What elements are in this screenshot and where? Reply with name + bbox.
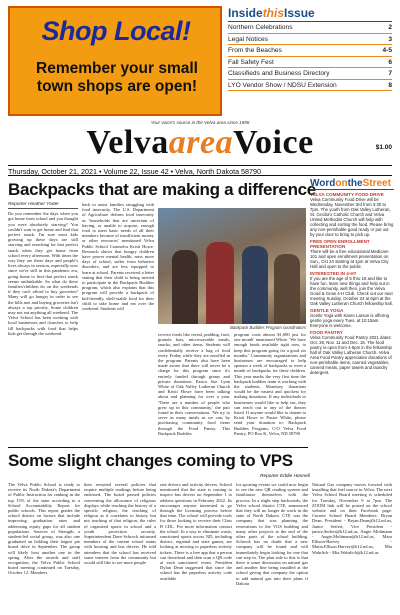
toc-label: Classifieds and Business Directory	[228, 70, 330, 77]
story1-column-1	[8, 202, 78, 442]
word-section-body: Velva Community Food Drive will be Wednesday, November 3rd from 3:30 to 7pm. The youth from Oak Valley Lutheran, St. Cecilia's Catholic Church and Velva United Methodist Church will help with collecting and sorting the food. Please bring any non-perishable good ready or put out by your door to bring to pick up.	[310, 197, 394, 237]
ad-title: Shop Local!	[41, 16, 191, 46]
toc-item[interactable]	[228, 57, 392, 69]
issue-price: $1.00	[375, 144, 392, 151]
word-section-title: FOOD PANTRY	[310, 330, 343, 335]
word-heading-d: Street	[362, 178, 391, 189]
dateline-separator: •	[98, 167, 104, 176]
masthead	[0, 118, 400, 161]
shop-local-ad	[8, 6, 222, 116]
toc-label: LYO Vendor Show / NDSU Extension	[228, 81, 337, 89]
photo-person	[274, 254, 300, 324]
toc-item[interactable]	[228, 68, 392, 80]
word-section-body: If you are the age of 5 thru 18 and like to have fun, learn new things and help out in the community, well then, join the Velva Good & Grow 4-H Club. Check out our next meeting Sunday, October 24 at 6pm at the Oak Valley Lutheran Church fellowship hall.	[310, 276, 393, 306]
story1-byline: Reporter Heather Yoder	[8, 202, 78, 209]
toc-page: 8	[388, 81, 392, 89]
photo-person	[172, 250, 198, 324]
word-section	[310, 308, 394, 328]
masthead-tagline: Your voice's source in the Velva area since 1898	[150, 120, 250, 125]
story1-headline[interactable]: Backpacks that are making a difference	[8, 180, 316, 199]
toc-page: 3	[388, 35, 392, 43]
issue-place: Velva, North Dakota 58790	[175, 167, 262, 176]
toc-item[interactable]	[228, 80, 392, 92]
word-heading-b: on	[335, 178, 348, 189]
story1-column-4: program costs almost $1,000 just for one month' mentioned White. 'We have enough funds available right now, to keep this program going for a good six months.' Community organizations and businesses are encouraged to help sponsor a week of backpacks or even a month of backpacks for these children. This year marks the very first time the backpack buddies team is working with the students. Monetary donations would be the easiest and quickest for making donations. If any individuals or businesses would like to help out, they can reach out to any of the donors listed. If anyone would like to donate to Kristi Howe or Pastor White, please send your donation to: Backpack Buddies Program, C/O Velva Food Pantry, PO Box K, Velva, ND 58790	[234, 332, 306, 436]
inside-heading	[228, 6, 392, 22]
word-section	[310, 271, 394, 306]
toc-label: Legal Notices	[228, 35, 268, 43]
story2-column-5: Natural Gas company moves forward with installing that fuel source in Velva. The next Velva School Board meeting is scheduled for Tuesday, November 9 at 7pm. The ZOOM link will be posted on the school website and on their Facebook page. Current School Board Members: Bryan Dean, President - Bryan.Dean@k12.nd.us, Janice Seifert, Vice President - janice.Seifert@k12.nd.us, Angie Moltmann - Angie.Moltmann@k12.nd.us, Mara Ellison-Harvey - Maria.Ellison.Harvey@k12.nd.us, Mia Wahrlich - Mia.Wahrlich@k12.nd.us	[312, 482, 392, 555]
masthead-title	[34, 124, 366, 162]
story2-column-2: then revisited several policies that require multiple readings before being endorsed. The board passed policies concerning the allowance of religious displays while teaching the history of a specific religion, the teaching of religion as it correlates to history but not teaching of that religion, the rules of organized sports in school and a youth protection security. Superintendent Dave Schrock informed members of the current school status with housing and bus drivers. He told attendees that the school has received some interest from the community but would still like to see more people	[84, 482, 156, 566]
masthead-title-a: Velva	[86, 124, 169, 161]
word-section-title: FREE OPEN ENROLLMENT PRESENTATION	[310, 239, 370, 249]
word-on-the-street	[310, 178, 394, 375]
inside-this-issue	[228, 6, 392, 91]
story1-column-2: back to assist families struggling with food insecurity. The U.S. Department of Agriculture defines food insecurity as 'households that are uncertain of having, or unable to acquire, enough food to meet basic needs of all their members because of insufficient money or other resources' mentioned Velva Public School Counselor Kristi Howe. Research shows that hungry children have poorer mental health, miss more days of school, suffer from behavior disorders, and are less equipped to learn at school. Parents received a letter stating that their child is being invited to participate in the Backpack Buddies program, which also explains that this program will provide a backpack of kid-friendly, shelf-stable food for their child to take home and eat over the weekend. Students will	[82, 202, 154, 312]
toc-item[interactable]	[228, 34, 392, 46]
inside-heading-a: Inside	[228, 6, 263, 20]
toc-item[interactable]	[228, 45, 392, 57]
story2-column-3: rate drivers and activity drivers. School mentioned that the state is coming to inspect bus drivers on September 1 to address questions in February 2022. Its encourages anyone interested to go through the licensing process before that time. The school will provide tools for those looking to receive their Class B CDL. For more information contact the school. In a way to eliminate waste, sanctioned sports across ND, including district, regional and state games, are looking at moving to paperless activity tickets. There is a free app that a person can download and then scan a QR code at each sanctioned event. President Dylan Dean suggested that since the school has the paperless activity code available	[160, 482, 232, 581]
inside-heading-c: Issue	[284, 6, 315, 20]
toc-item[interactable]	[228, 22, 392, 34]
toc-page: 4-5	[382, 47, 392, 54]
word-section-title: GENTLE YOGA	[310, 308, 344, 313]
issue-volume: Volume 22, Issue 42	[103, 167, 169, 176]
dateline	[8, 165, 392, 176]
inside-heading-b: this	[262, 6, 285, 20]
word-heading-c: the	[347, 178, 363, 189]
story1-column-1-text: Do you remember the days when you got home from school and you thought you were absolutely starving? You couldn't wait to get home and find that perfect snack. I'm sure most kids growing up these days are still starving and searching for that perfect snack when they get home from school every afternoon. With times the way they are these days and people's lives always in session, especially now since we're still in this pandemic era, going home to find that perfect snack seems unthinkable. So what do these families/children do on the weekends if they can't afford to buy groceries? Many will go hungry in order to see the bills met and buying groceries isn't always a top priority. Some children may not eat anything all weekend. The Velva School has been working with local businesses and churches to help fill backpacks with food that helps kids get through the weekend.	[8, 211, 78, 336]
toc-label: Fall Safety Fest	[228, 58, 274, 66]
word-section-body: Gentle Yoga with Karen Larson is offering gentle yoga every Tues. at 10:15am. Everyone is welcome.	[310, 313, 389, 328]
dateline-separator: •	[170, 167, 176, 176]
photo-caption: Backpack Buddies Program coordinators	[230, 325, 306, 330]
toc-label: Northern Celebrations	[228, 24, 293, 31]
toc-label: From the Beaches	[228, 47, 282, 54]
word-section	[310, 239, 394, 269]
toc-page: 2	[388, 24, 392, 31]
word-section-title: INTERESTED IN 4-H?	[310, 271, 357, 276]
issue-date: Thursday, October 21, 2021	[8, 167, 97, 176]
word-section-body: There will be a free educational Medicare 101 and open enrollment presentation on Sun., Oct 24 starting at 1pm at Velva City Hall and open to the public.	[310, 249, 389, 269]
word-section-body: Velva Community Food Pantry 2021 dates: Oct. 28, Nov. 11 and Dec. 16. The food pantry is open from 4-6pm in the fellowship hall of Oak Valley Lutheran Church. Velva Area Food Pantry appreciates donations of non-perishable items, canned vegetables, canned meats, paper towels and laundry detergent.	[310, 335, 392, 375]
story2-byline: Reporter Eddie Hannell	[260, 474, 310, 479]
word-section-title: VELVA COMMUNITY FOOD DRIVE	[310, 192, 384, 197]
story2-column-1: The Velva Public School is ready to receive its North Dakota's Department of Public Instruction for ranking in the top 15% of the state according to a School Accountability Report for public schools. This report grades the school district on factors that include improving graduation rates and addressing equity gaps for all student populations. Sources of Strength, a student-led social group, was also one graduated on holding their largest pie board drive in September. The group will likely host another one in the spring. After the awards and staff recognition, the Velva Public School board meeting continued on Tuesday, October 12. Members	[8, 482, 80, 576]
photo-person	[242, 246, 268, 324]
toc-page: 7	[388, 70, 392, 77]
ad-line-1: Remember your small	[36, 60, 198, 77]
ad-line-2: town shops are open!	[36, 78, 198, 95]
word-heading	[310, 178, 394, 190]
masthead-title-b: area	[168, 124, 234, 161]
word-section	[310, 330, 394, 375]
word-heading-a: Word	[310, 178, 336, 189]
story2-column-4: for sporting events we could now begin to see the new QR reading system and familiarize themselves with the process. In a slight step backwards, the Velva school district CTE, announced that they will no longer do work in the state of North Dakota. CTE was the company that was planning the renovations to the VGS building and many other projects at the end of the other parts of the school building. Schrock has no doubt that a new company will be found and will immediately begin looking for one that can step in. The plan side to this is that there is some discussion on natural gas and another line being installed at the school giving that company the option to add natural gas into their plans if Dakota	[236, 482, 308, 586]
photo-person	[206, 242, 234, 324]
story1-column-3: receive foods like cereal, pudding, fruit, granola bars, microwavable meals, snacks, and other items. Students will confidentially receive a bag of food every Friday while they are enrolled in the program. Parents also have been made aware that there will never be a charge for this program since it's entirely funded through grants and private donations. Pastor Sue Lynn White of Oak Valley Lutheran Church and Kristi Howe have been talking about and planning for over a year. 'There are a number of people who grew up in this community,' the pair found in their conversations. 'We try to serve as many meals as we can, by purchasing community food items through the Food Pantry. This Backpack Buddies	[158, 332, 230, 436]
word-section	[310, 192, 394, 237]
story2-headline[interactable]: Some slight changes coming to VPS	[8, 447, 308, 471]
backpack-buddies-photo[interactable]	[158, 208, 306, 324]
toc-page: 6	[388, 58, 392, 66]
masthead-title-c: Voice	[233, 124, 314, 161]
